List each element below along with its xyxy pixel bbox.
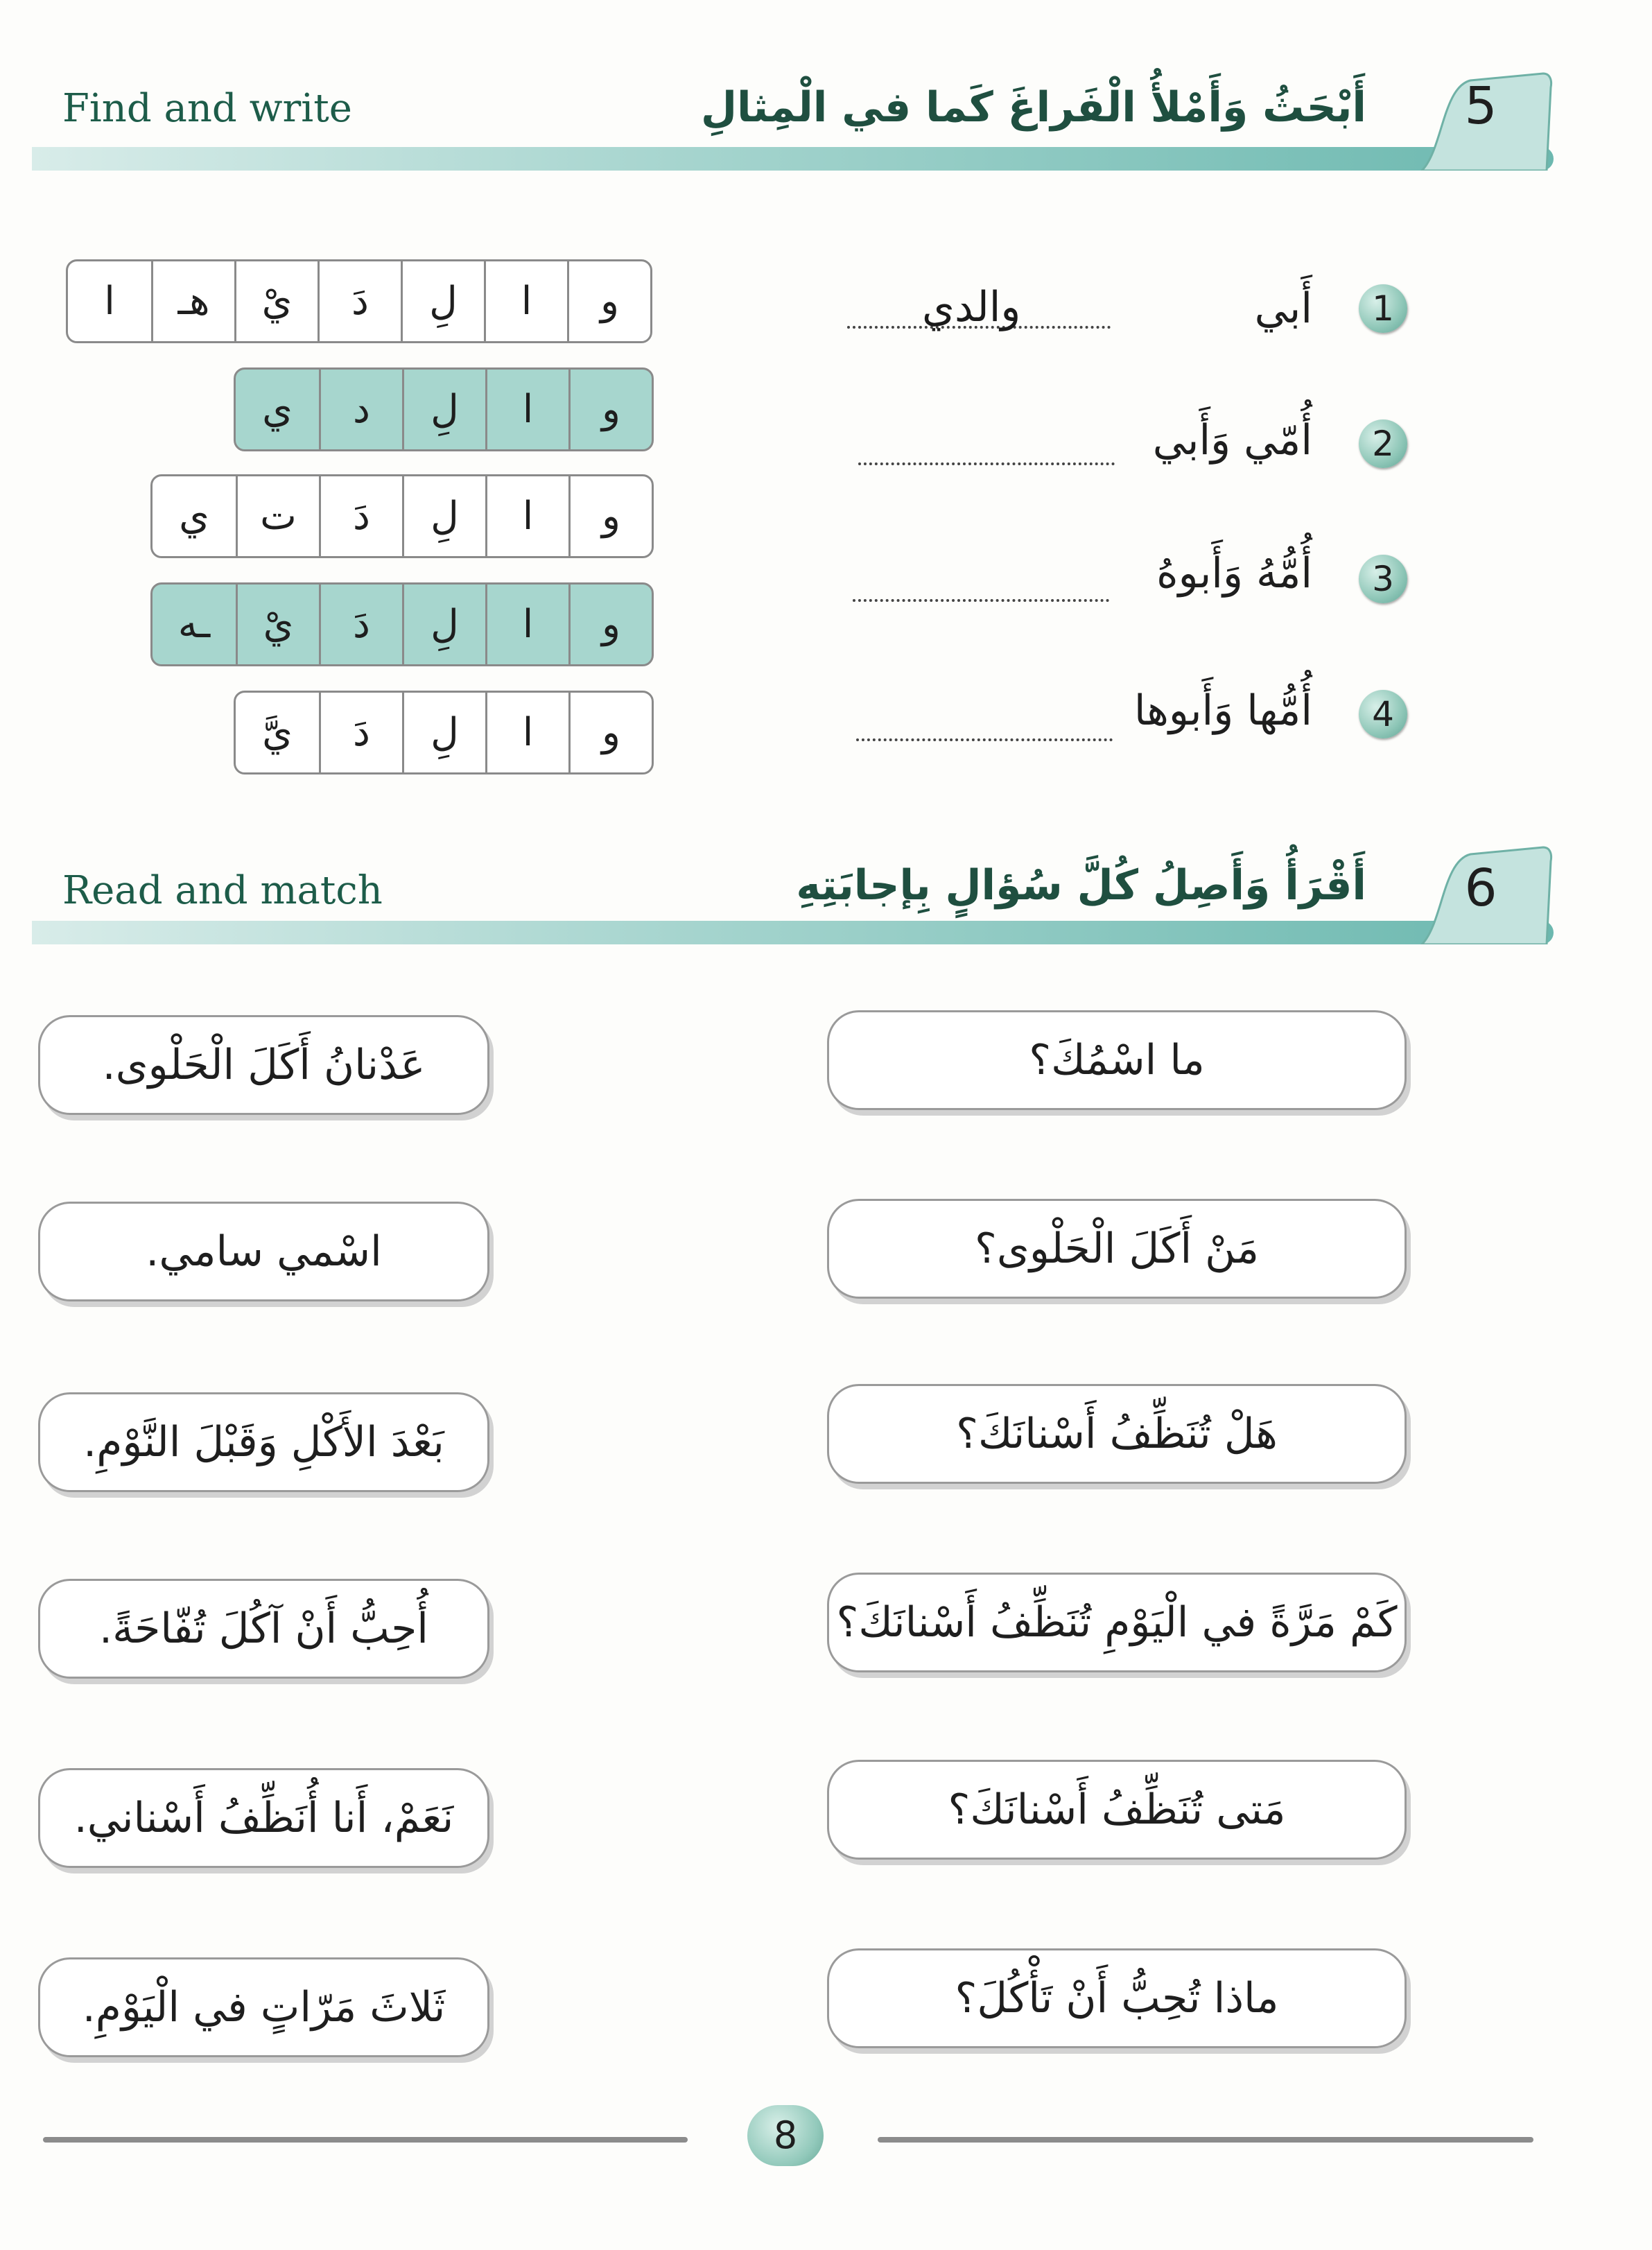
answer-pill[interactable]: اسْمي سامي.	[38, 1202, 489, 1301]
footer-rule-left	[43, 2137, 688, 2143]
answer-pill[interactable]: نَعَمْ، أَنا أُنَظِّفُ أَسْناني.	[38, 1768, 489, 1868]
section-5-title-en: Find and write	[62, 86, 352, 131]
answer-pill[interactable]: عَدْنانُ أَكَلَ الْحَلْوى.	[38, 1015, 489, 1115]
letter-grid	[234, 691, 654, 774]
letter-cell[interactable]: ـه	[177, 602, 211, 647]
page-number: 8	[747, 2105, 824, 2166]
item-word: أُمُّها وَأَبوها	[1133, 686, 1312, 735]
letter-cell[interactable]: لِ	[402, 693, 485, 772]
example-answer: والدي	[922, 283, 1021, 331]
letter-cell[interactable]: و	[568, 476, 652, 556]
letter-cell[interactable]: ا	[484, 261, 567, 341]
question-pill[interactable]: كَمْ مَرَّةً في الْيَوْمِ تُنَظِّفُ أَسْنانَكَ؟	[827, 1573, 1407, 1672]
question-pill[interactable]: ماذا تُحِبُّ أَنْ تَأْكُلَ؟	[827, 1948, 1407, 2048]
question-pill[interactable]: ما اسْمُكَ؟	[827, 1010, 1407, 1110]
header-bar	[32, 921, 1554, 944]
letter-cell[interactable]: دَ	[319, 693, 402, 772]
item-number-badge: 1	[1359, 284, 1407, 333]
question-pill[interactable]: هَلْ تُنَظِّفُ أَسْنانَكَ؟	[827, 1384, 1407, 1484]
question-pill[interactable]: مَتى تُنَظِّفُ أَسْنانَكَ؟	[827, 1760, 1407, 1860]
letter-cell[interactable]: دَ	[318, 261, 401, 341]
section-6-header	[32, 840, 1554, 944]
section-6-title-en: Read and match	[62, 868, 383, 913]
letter-grid	[66, 259, 652, 343]
answer-pill[interactable]: أُحِبُّ أَنْ آكُلَ تُفّاحَةً.	[38, 1579, 489, 1679]
letter-cell[interactable]: و	[567, 261, 650, 341]
answer-blank-line[interactable]	[856, 738, 1113, 741]
letter-grid-highlighted	[234, 367, 654, 451]
letter-cell[interactable]: ي	[262, 387, 293, 432]
letter-cell[interactable]: ي	[179, 494, 209, 539]
letter-grid	[150, 474, 654, 558]
section-6-number: 6	[1464, 858, 1497, 918]
letter-cell[interactable]: د	[319, 370, 402, 449]
item-word: أَبي	[1254, 284, 1312, 333]
item-number-badge: 4	[1359, 690, 1407, 738]
letter-cell[interactable]: و	[568, 585, 652, 664]
letter-cell[interactable]: و	[568, 693, 652, 772]
letter-cell[interactable]: لِ	[402, 585, 485, 664]
letter-grid-highlighted	[150, 582, 654, 666]
letter-cell[interactable]: و	[568, 370, 652, 449]
question-pill[interactable]: مَنْ أَكَلَ الْحَلْوى؟	[827, 1199, 1407, 1299]
item-word: أُمّي وَأَبي	[1152, 416, 1312, 465]
letter-cell[interactable]: يْ	[234, 261, 318, 341]
letter-cell[interactable]: دَ	[319, 476, 402, 556]
item-number-badge: 2	[1359, 419, 1407, 468]
letter-cell[interactable]: ا	[104, 279, 115, 324]
answer-pill[interactable]: ثَلاثَ مَرّاتٍ في الْيَوْمِ.	[38, 1957, 489, 2057]
answer-pill[interactable]: بَعْدَ الأَكْلِ وَقَبْلَ النَّوْمِ.	[38, 1392, 489, 1492]
letter-cell[interactable]: هـ	[151, 261, 234, 341]
section-5-header	[32, 67, 1554, 171]
answer-blank-line[interactable]	[858, 462, 1115, 465]
item-number-badge: 3	[1359, 555, 1407, 603]
section-5-number: 5	[1464, 76, 1497, 136]
letter-cell[interactable]: لِ	[402, 370, 485, 449]
section-5-title-ar: أَبْحَثُ وَأَمْلأُ الْفَراغَ كَما في الْمِثالِ	[700, 83, 1366, 132]
letter-cell[interactable]: ت	[236, 476, 319, 556]
letter-cell[interactable]: ا	[485, 693, 568, 772]
letter-cell[interactable]: لِ	[402, 476, 485, 556]
item-word: أُمُّهُ وَأَبوهُ	[1156, 549, 1312, 598]
footer-rule-right	[878, 2137, 1533, 2143]
letter-cell[interactable]: دَ	[319, 585, 402, 664]
letter-cell[interactable]: ا	[485, 585, 568, 664]
letter-cell[interactable]: ا	[485, 476, 568, 556]
letter-cell[interactable]: يَّ	[262, 710, 293, 755]
letter-cell[interactable]: لِ	[401, 261, 484, 341]
letter-cell[interactable]: ا	[485, 370, 568, 449]
header-bar	[32, 147, 1554, 171]
section-6-title-ar: أَقْرَأُ وَأَصِلُ كُلَّ سُؤالٍ بِإجابَتِهِ	[796, 861, 1366, 910]
letter-cell[interactable]: يْ	[236, 585, 319, 664]
answer-blank-line[interactable]	[853, 599, 1109, 602]
